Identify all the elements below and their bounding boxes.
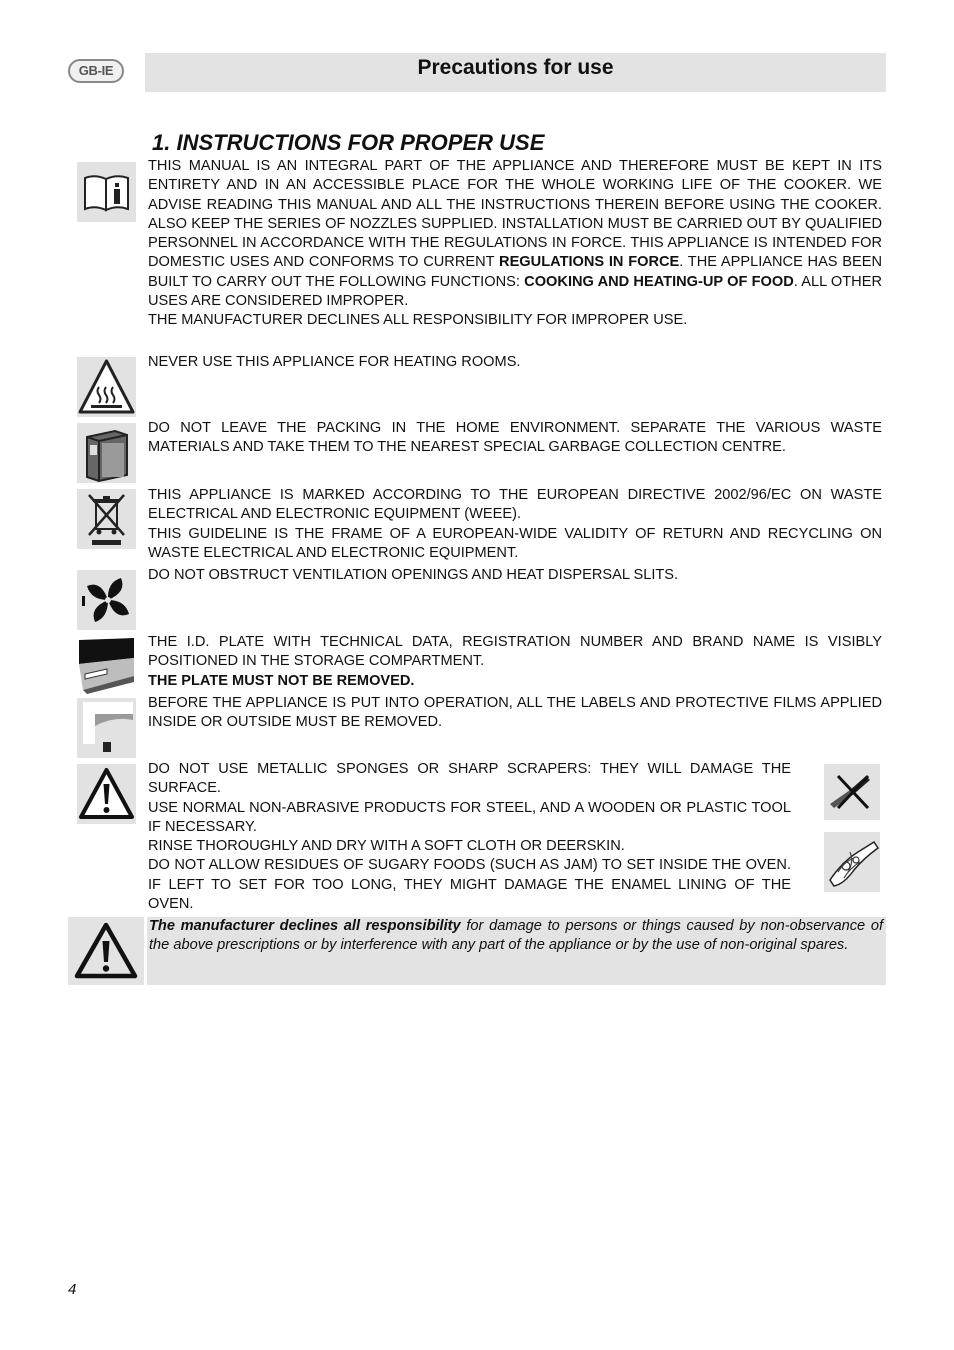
cleaning-text-2: USE NORMAL NON-ABRASIVE PRODUCTS FOR STEEL, AND A WOODEN OR PLASTIC TOOL IF NECESSARY. [148, 799, 791, 835]
sponge-icon [824, 832, 880, 892]
heating-block [148, 353, 882, 372]
packing-box-icon [77, 423, 136, 483]
id-plate-icon [77, 636, 136, 696]
language-badge: GB-IE [68, 59, 124, 83]
section-title: 1. INSTRUCTIONS FOR PROPER USE [152, 130, 545, 155]
intro-paragraph: THIS MANUAL IS AN INTEGRAL PART OF THE APPLIANCE AND THEREFORE MUST BE KEPT IN ITS ENTIRETY AND IN AN ACCESSIBLE PLACE FOR THE WHOLE WORKING LIFE OF THE COOKER. WE ADVISE READING THIS MANUAL AND ALL THE INSTRUCTIONS THEREIN BEFORE USING THE COOKER. ALSO KEEP THE SERIES OF NOZZLES SUPPLIED. INSTALLATION MUST BE CARRIED OUT BY QUALIFIED PERSONNEL IN ACCORDANCE WITH THE REGULATIONS IN FORCE. THIS APPLIANCE IS INTENDED FOR DOMESTIC USES AND CONFORMS TO CURRENT REGULATIONS IN FORCE. THE APPLIANCE HAS BEEN BUILT TO CARRY OUT THE FOLLOWING FUNCTIONS: COOKING AND HEATING-UP OF FOOD. ALL OTHER USES ARE CONSIDERED IMPROPER. [148, 158, 882, 310]
warning-triangle-icon [68, 917, 144, 985]
weee-text: THIS APPLIANCE IS MARKED ACCORDING TO THE EUROPEAN DIRECTIVE 2002/96/EC ON WASTE ELECTRICAL AND ELECTRONIC EQUIPMENT (WEEE). [148, 487, 882, 523]
intro-block [148, 157, 882, 331]
cleaning-text-3: RINSE THOROUGHLY AND DRY WITH A SOFT CLOTH OR DEERSKIN. [148, 838, 625, 855]
plate-text: THE I.D. PLATE WITH TECHNICAL DATA, REGISTRATION NUMBER AND BRAND NAME IS VISIBLY POSITIONED IN THE STORAGE COMPARTMENT. [148, 634, 882, 670]
ventilation-text: DO NOT OBSTRUCT VENTILATION OPENINGS AND HEAT DISPERSAL SLITS. [148, 567, 679, 583]
labels-block [148, 694, 882, 733]
footer-separator [144, 917, 147, 985]
plate-warning: THE PLATE MUST NOT BE REMOVED. [148, 672, 415, 689]
no-scraper-icon [824, 764, 880, 820]
footer-disclaimer [68, 917, 886, 985]
cleaning-text-4: DO NOT ALLOW RESIDUES OF SUGARY FOODS (SUCH AS JAM) TO SET INSIDE THE OVEN. IF LEFT TO SET FOR TOO LONG, THEY MIGHT DAMAGE THE ENAMEL LINING OF THE OVEN. [148, 857, 791, 913]
warning-triangle-icon [77, 764, 136, 824]
crossed-bin-icon [77, 489, 136, 549]
packing-text: DO NOT LEAVE THE PACKING IN THE HOME ENVIRONMENT. SEPARATE THE VARIOUS WASTE MATERIALS AND TAKE THEM TO THE NEAREST SPECIAL GARBAGE COLLECTION CENTRE. [148, 420, 882, 456]
hot-surface-warning-icon [77, 357, 136, 417]
ventilation-block [148, 566, 882, 585]
footer-text: The manufacturer declines all responsibility for damage to persons or things caused by non-observance of the above prescriptions or by interference with any part of the appliance or by the use of non-original spares. [149, 918, 884, 954]
heating-warning: NEVER USE THIS APPLIANCE FOR HEATING ROOMS. [148, 354, 521, 370]
weee-block [148, 486, 882, 563]
cleaning-block [148, 760, 791, 914]
plate-block [148, 633, 882, 691]
fan-ventilation-icon [77, 570, 136, 630]
packing-block [148, 419, 882, 458]
protective-film-icon [77, 698, 136, 758]
header-bar [145, 53, 886, 92]
page-number: 4 [68, 1281, 77, 1298]
cleaning-text-1: DO NOT USE METALLIC SPONGES OR SHARP SCRAPERS: THEY WILL DAMAGE THE SURFACE. [148, 761, 791, 797]
intro-disclaimer: THE MANUFACTURER DECLINES ALL RESPONSIBILITY FOR IMPROPER USE. [148, 312, 688, 329]
manual-book-icon [77, 162, 136, 222]
weee-guideline: THIS GUIDELINE IS THE FRAME OF A EUROPEAN-WIDE VALIDITY OF RETURN AND RECYCLING ON WASTE ELECTRICAL AND ELECTRONIC EQUIPMENT. [148, 525, 882, 561]
labels-text: BEFORE THE APPLIANCE IS PUT INTO OPERATION, ALL THE LABELS AND PROTECTIVE FILMS APPLIED INSIDE OR OUTSIDE MUST BE REMOVED. [148, 695, 882, 731]
page-title: Precautions for use [417, 56, 614, 79]
